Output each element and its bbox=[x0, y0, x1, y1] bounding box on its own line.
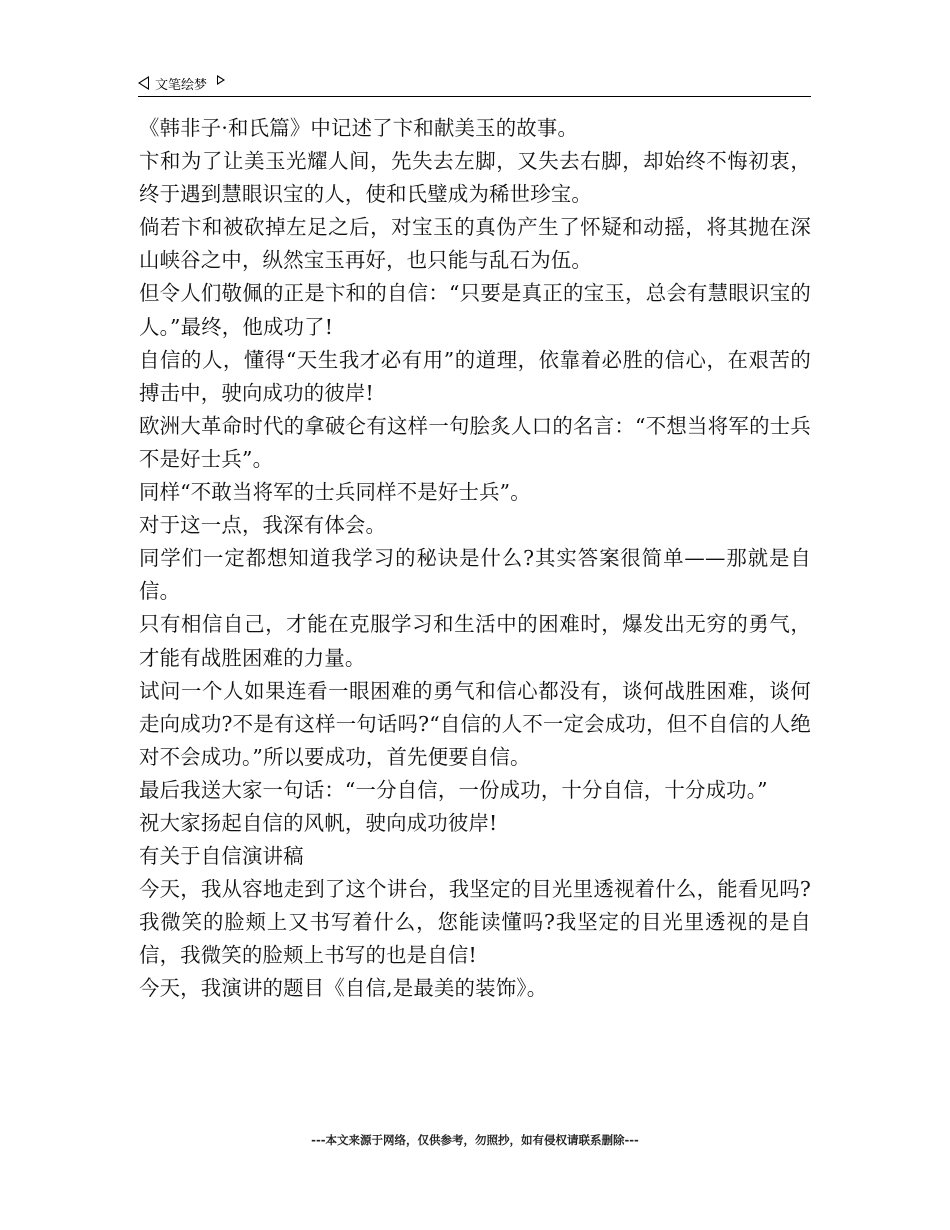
paragraph: 但令人们敬佩的正是卞和的自信：“只要是真正的宝玉，总会有慧眼识宝的人。”最终，他成功了! bbox=[139, 281, 811, 339]
page-footer: ---本文来源于网络，仅供参考，勿照抄，如有侵权请联系删除--- bbox=[311, 1133, 639, 1147]
section-heading: 有关于自信演讲稿 bbox=[139, 844, 304, 869]
header-title: 文笔绘梦 bbox=[155, 77, 208, 93]
paragraph: 对于这一点，我深有体会。 bbox=[139, 513, 387, 538]
paragraph: 同学们一定都想知道我学习的秘诀是什么?其实答案很简单——那就是自信。 bbox=[139, 546, 811, 604]
paragraph: 倘若卞和被砍掉左足之后，对宝玉的真伪产生了怀疑和动摇，将其抛在深山峡谷之中，纵然宝玉再好，也只能与乱石为伍。 bbox=[139, 215, 811, 273]
triangle-left-icon bbox=[138, 76, 149, 90]
paragraph: 今天，我演讲的题目《自信,是最美的装饰》。 bbox=[139, 976, 548, 1001]
paragraph: 卞和为了让美玉光耀人间，先失去左脚，又失去右脚，却始终不悔初衷，终于遇到慧眼识宝的人，使和氏璧成为稀世珍宝。 bbox=[139, 149, 811, 207]
paragraph: 今天，我从容地走到了这个讲台，我坚定的目光里透视着什么，能看见吗?我微笑的脸颊上又书写着什么，您能读懂吗?我坚定的目光里透视的是自信，我微笑的脸颊上书写的也是自信! bbox=[139, 877, 811, 968]
page-header bbox=[138, 70, 811, 97]
paragraph: 同样“不敢当将军的士兵同样不是好士兵”。 bbox=[139, 480, 531, 505]
paragraph: 欧洲大革命时代的拿破仑有这样一句脍炙人口的名言：“不想当将军的士兵不是好士兵”。 bbox=[139, 413, 811, 471]
triangle-right-icon bbox=[217, 75, 225, 85]
paragraph: 试问一个人如果连看一眼困难的勇气和信心都没有，谈何战胜困难，谈何走向成功?不是有这样一句话吗?“自信的人不一定会成功，但不自信的人绝对不会成功。”所以要成功，首先便要自信。 bbox=[139, 678, 811, 769]
paragraph: 自信的人，懂得“天生我才必有用”的道理，依靠着必胜的信心，在艰苦的搏击中，驶向成功的彼岸! bbox=[139, 347, 811, 405]
paragraph: 《韩非子·和氏篇》中记述了卞和献美玉的故事。 bbox=[139, 116, 579, 140]
document-body bbox=[139, 112, 811, 1006]
paragraph: 只有相信自己，才能在克服学习和生活中的困难时，爆发出无穷的勇气，才能有战胜困难的力量。 bbox=[139, 612, 811, 670]
paragraph: 最后我送大家一句话：“一分自信，一份成功，十分自信，十分成功。” bbox=[139, 777, 768, 802]
paragraph: 祝大家扬起自信的风帆，驶向成功彼岸! bbox=[139, 810, 498, 835]
